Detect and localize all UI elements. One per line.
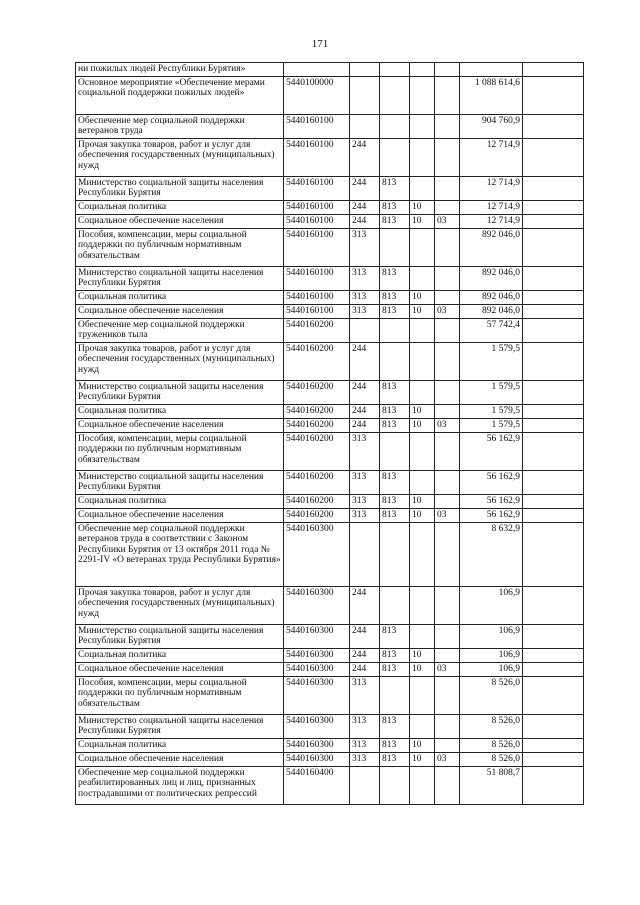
cell-subsection — [435, 228, 460, 266]
table-row — [76, 738, 584, 752]
cell-target-article: 5440160200 — [284, 404, 350, 418]
cell-subsection — [435, 380, 460, 404]
cell-amount: 106,9 — [460, 586, 523, 624]
cell-expense-type: 313 — [350, 494, 380, 508]
cell-empty — [523, 266, 584, 290]
cell-expense-type: 244 — [350, 380, 380, 404]
cell-budget-manager: 813 — [380, 380, 410, 404]
table-row — [76, 624, 584, 648]
cell-budget-manager — [380, 63, 410, 77]
cell-name: Социальная политика — [76, 404, 284, 418]
cell-expense-type: 244 — [350, 200, 380, 214]
cell-empty — [523, 380, 584, 404]
cell-subsection — [435, 676, 460, 714]
cell-name: Основное мероприятие «Обеспечение мерами социальной поддержки пожилых людей» — [76, 76, 284, 114]
cell-name: Министерство социальной защиты населения Республики Бурятия — [76, 380, 284, 404]
cell-expense-type: 313 — [350, 432, 380, 470]
cell-subsection — [435, 494, 460, 508]
cell-subsection: 03 — [435, 662, 460, 676]
cell-expense-type — [350, 63, 380, 77]
cell-expense-type: 244 — [350, 662, 380, 676]
cell-budget-manager — [380, 76, 410, 114]
cell-empty — [523, 508, 584, 522]
cell-empty — [523, 200, 584, 214]
cell-section: 10 — [410, 648, 435, 662]
cell-subsection — [435, 738, 460, 752]
cell-name: Социальная политика — [76, 648, 284, 662]
cell-amount: 8 526,0 — [460, 676, 523, 714]
cell-amount: 1 579,5 — [460, 380, 523, 404]
cell-name: Обеспечение мер социальной поддержки ветеранов труда в соответствии с Законом Республики Бурятия от 13 октября 2011 года № 2291-IV «О ветеранах труда Республики Бурятия» — [76, 522, 284, 586]
cell-amount: 56 162,9 — [460, 470, 523, 494]
cell-name: ни пожилых людей Республики Бурятия» — [76, 63, 284, 77]
cell-empty — [523, 522, 584, 586]
cell-target-article: 5440160100 — [284, 176, 350, 200]
cell-target-article: 5440160300 — [284, 586, 350, 624]
cell-subsection — [435, 766, 460, 804]
cell-amount: 1 088 614,6 — [460, 76, 523, 114]
cell-target-article: 5440160300 — [284, 662, 350, 676]
cell-expense-type: 244 — [350, 418, 380, 432]
cell-amount: 12 714,9 — [460, 138, 523, 176]
cell-amount: 8 526,0 — [460, 752, 523, 766]
cell-name: Социальная политика — [76, 494, 284, 508]
cell-name: Обеспечение мер социальной поддержки тружеников тыла — [76, 318, 284, 342]
cell-empty — [523, 176, 584, 200]
table-row — [76, 380, 584, 404]
cell-name: Социальное обеспечение населения — [76, 418, 284, 432]
cell-section — [410, 318, 435, 342]
cell-section: 10 — [410, 662, 435, 676]
cell-budget-manager — [380, 114, 410, 138]
table-row — [76, 404, 584, 418]
cell-target-article: 5440160200 — [284, 508, 350, 522]
cell-subsection — [435, 342, 460, 380]
table-row — [76, 304, 584, 318]
cell-expense-type — [350, 76, 380, 114]
cell-expense-type: 313 — [350, 508, 380, 522]
cell-amount: 892 046,0 — [460, 228, 523, 266]
cell-budget-manager: 813 — [380, 290, 410, 304]
table-row — [76, 662, 584, 676]
cell-name: Пособия, компенсации, меры социальной поддержки по публичным нормативным обязательствам — [76, 676, 284, 714]
table-row — [76, 648, 584, 662]
cell-target-article: 5440160200 — [284, 380, 350, 404]
cell-name: Прочая закупка товаров, работ и услуг для обеспечения государственных (муниципальных) нужд — [76, 342, 284, 380]
cell-expense-type: 313 — [350, 304, 380, 318]
cell-expense-type: 313 — [350, 752, 380, 766]
table-row — [76, 290, 584, 304]
cell-target-article: 5440160100 — [284, 228, 350, 266]
cell-target-article: 5440160100 — [284, 304, 350, 318]
cell-amount: 106,9 — [460, 648, 523, 662]
cell-name: Социальная политика — [76, 200, 284, 214]
cell-name: Пособия, компенсации, меры социальной поддержки по публичным нормативным обязательствам — [76, 228, 284, 266]
cell-name: Обеспечение мер социальной поддержки реабилитированных лиц и лиц, признанных пострадавшими от политических репрессий — [76, 766, 284, 804]
cell-subsection — [435, 76, 460, 114]
table-row — [76, 766, 584, 804]
cell-amount: 56 162,9 — [460, 508, 523, 522]
cell-expense-type — [350, 318, 380, 342]
cell-name: Социальное обеспечение населения — [76, 304, 284, 318]
cell-section — [410, 380, 435, 404]
table-row — [76, 266, 584, 290]
cell-target-article: 5440160300 — [284, 522, 350, 586]
cell-amount: 8 526,0 — [460, 738, 523, 752]
cell-expense-type: 244 — [350, 176, 380, 200]
table-row — [76, 494, 584, 508]
cell-section — [410, 522, 435, 586]
cell-expense-type: 244 — [350, 586, 380, 624]
cell-subsection: 03 — [435, 214, 460, 228]
cell-amount: 8 526,0 — [460, 714, 523, 738]
cell-name: Прочая закупка товаров, работ и услуг для обеспечения государственных (муниципальных) нужд — [76, 586, 284, 624]
cell-subsection — [435, 266, 460, 290]
cell-section: 10 — [410, 418, 435, 432]
cell-budget-manager: 813 — [380, 304, 410, 318]
cell-empty — [523, 676, 584, 714]
cell-expense-type: 244 — [350, 138, 380, 176]
cell-target-article: 5440160300 — [284, 714, 350, 738]
cell-expense-type — [350, 766, 380, 804]
cell-name: Социальное обеспечение населения — [76, 214, 284, 228]
table-row — [76, 214, 584, 228]
cell-empty — [523, 76, 584, 114]
cell-amount: 904 760,9 — [460, 114, 523, 138]
cell-subsection — [435, 318, 460, 342]
cell-subsection — [435, 648, 460, 662]
cell-amount: 12 714,9 — [460, 200, 523, 214]
cell-section — [410, 624, 435, 648]
cell-name: Министерство социальной защиты населения Республики Бурятия — [76, 266, 284, 290]
cell-expense-type: 313 — [350, 470, 380, 494]
cell-target-article: 5440160100 — [284, 290, 350, 304]
cell-name: Пособия, компенсации, меры социальной поддержки по публичным нормативным обязательствам — [76, 432, 284, 470]
cell-empty — [523, 404, 584, 418]
table-row — [76, 228, 584, 266]
cell-target-article — [284, 63, 350, 77]
table-row — [76, 318, 584, 342]
cell-budget-manager: 813 — [380, 200, 410, 214]
cell-subsection — [435, 586, 460, 624]
cell-name: Министерство социальной защиты населения Республики Бурятия — [76, 624, 284, 648]
cell-expense-type: 313 — [350, 266, 380, 290]
cell-target-article: 5440160300 — [284, 676, 350, 714]
cell-empty — [523, 342, 584, 380]
cell-amount: 892 046,0 — [460, 304, 523, 318]
cell-expense-type: 313 — [350, 738, 380, 752]
cell-empty — [523, 494, 584, 508]
cell-empty — [523, 228, 584, 266]
cell-empty — [523, 766, 584, 804]
table-row — [76, 342, 584, 380]
cell-section: 10 — [410, 508, 435, 522]
table-row — [76, 470, 584, 494]
cell-section: 10 — [410, 200, 435, 214]
table-row — [76, 508, 584, 522]
cell-name: Социальное обеспечение населения — [76, 662, 284, 676]
cell-empty — [523, 648, 584, 662]
cell-amount: 12 714,9 — [460, 176, 523, 200]
cell-section — [410, 714, 435, 738]
cell-budget-manager: 813 — [380, 738, 410, 752]
cell-amount: 106,9 — [460, 662, 523, 676]
cell-target-article: 5440160300 — [284, 648, 350, 662]
cell-name: Социальная политика — [76, 738, 284, 752]
cell-subsection — [435, 114, 460, 138]
cell-empty — [523, 214, 584, 228]
cell-section — [410, 766, 435, 804]
cell-subsection — [435, 176, 460, 200]
cell-section — [410, 342, 435, 380]
cell-section: 10 — [410, 304, 435, 318]
cell-subsection — [435, 200, 460, 214]
cell-section — [410, 676, 435, 714]
cell-subsection: 03 — [435, 418, 460, 432]
cell-budget-manager: 813 — [380, 714, 410, 738]
cell-section — [410, 176, 435, 200]
cell-expense-type: 244 — [350, 404, 380, 418]
cell-empty — [523, 752, 584, 766]
cell-empty — [523, 290, 584, 304]
cell-budget-manager — [380, 342, 410, 380]
cell-amount: 12 714,9 — [460, 214, 523, 228]
cell-name: Социальная политика — [76, 290, 284, 304]
table-row — [76, 200, 584, 214]
cell-subsection — [435, 63, 460, 77]
cell-amount: 106,9 — [460, 624, 523, 648]
cell-target-article: 5440160300 — [284, 738, 350, 752]
table-row — [76, 676, 584, 714]
table-row — [76, 63, 584, 77]
cell-amount: 1 579,5 — [460, 342, 523, 380]
cell-expense-type: 313 — [350, 676, 380, 714]
cell-empty — [523, 304, 584, 318]
cell-target-article: 5440160200 — [284, 494, 350, 508]
table-row — [76, 522, 584, 586]
cell-target-article: 5440160100 — [284, 138, 350, 176]
cell-target-article: 5440160200 — [284, 342, 350, 380]
cell-subsection — [435, 624, 460, 648]
cell-section: 10 — [410, 752, 435, 766]
cell-empty — [523, 114, 584, 138]
cell-amount: 57 742,4 — [460, 318, 523, 342]
cell-name: Прочая закупка товаров, работ и услуг для обеспечения государственных (муниципальных) нужд — [76, 138, 284, 176]
cell-subsection — [435, 138, 460, 176]
cell-expense-type: 244 — [350, 214, 380, 228]
cell-empty — [523, 624, 584, 648]
cell-empty — [523, 418, 584, 432]
budget-table-body — [76, 63, 584, 805]
cell-target-article: 5440160100 — [284, 214, 350, 228]
cell-section: 10 — [410, 290, 435, 304]
cell-target-article: 5440160100 — [284, 114, 350, 138]
cell-budget-manager: 813 — [380, 470, 410, 494]
cell-budget-manager: 813 — [380, 494, 410, 508]
cell-section — [410, 432, 435, 470]
cell-budget-manager — [380, 432, 410, 470]
cell-section — [410, 76, 435, 114]
cell-budget-manager — [380, 766, 410, 804]
cell-budget-manager — [380, 586, 410, 624]
cell-amount: 51 808,7 — [460, 766, 523, 804]
cell-subsection — [435, 470, 460, 494]
cell-budget-manager: 813 — [380, 214, 410, 228]
cell-budget-manager: 813 — [380, 662, 410, 676]
cell-budget-manager — [380, 676, 410, 714]
table-row — [76, 418, 584, 432]
cell-name: Социальное обеспечение населения — [76, 752, 284, 766]
table-row — [76, 752, 584, 766]
cell-budget-manager: 813 — [380, 508, 410, 522]
cell-amount: 1 579,5 — [460, 418, 523, 432]
cell-expense-type — [350, 522, 380, 586]
cell-empty — [523, 138, 584, 176]
cell-expense-type: 313 — [350, 290, 380, 304]
cell-name: Министерство социальной защиты населения Республики Бурятия — [76, 470, 284, 494]
cell-budget-manager: 813 — [380, 418, 410, 432]
cell-budget-manager — [380, 318, 410, 342]
cell-target-article: 5440160200 — [284, 432, 350, 470]
cell-name: Министерство социальной защиты населения Республики Бурятия — [76, 714, 284, 738]
cell-budget-manager: 813 — [380, 404, 410, 418]
cell-section — [410, 470, 435, 494]
cell-budget-manager: 813 — [380, 176, 410, 200]
cell-budget-manager: 813 — [380, 648, 410, 662]
table-row — [76, 176, 584, 200]
cell-amount — [460, 63, 523, 77]
cell-target-article: 5440160200 — [284, 418, 350, 432]
cell-empty — [523, 318, 584, 342]
cell-section: 10 — [410, 494, 435, 508]
cell-amount: 892 046,0 — [460, 266, 523, 290]
cell-empty — [523, 714, 584, 738]
cell-target-article: 5440160100 — [284, 266, 350, 290]
cell-expense-type: 313 — [350, 714, 380, 738]
cell-subsection: 03 — [435, 752, 460, 766]
budget-table — [75, 62, 584, 805]
cell-empty — [523, 432, 584, 470]
cell-subsection — [435, 404, 460, 418]
cell-target-article: 5440160300 — [284, 624, 350, 648]
table-row — [76, 138, 584, 176]
cell-budget-manager: 813 — [380, 752, 410, 766]
table-row — [76, 76, 584, 114]
cell-amount: 56 162,9 — [460, 432, 523, 470]
cell-target-article: 5440100000 — [284, 76, 350, 114]
cell-empty — [523, 662, 584, 676]
table-row — [76, 586, 584, 624]
cell-expense-type: 313 — [350, 228, 380, 266]
cell-budget-manager: 813 — [380, 266, 410, 290]
page-number: 171 — [311, 38, 329, 50]
cell-amount: 1 579,5 — [460, 404, 523, 418]
cell-expense-type: 244 — [350, 342, 380, 380]
cell-amount: 56 162,9 — [460, 494, 523, 508]
cell-subsection — [435, 714, 460, 738]
cell-section: 10 — [410, 738, 435, 752]
cell-name: Социальное обеспечение населения — [76, 508, 284, 522]
cell-empty — [523, 470, 584, 494]
cell-budget-manager — [380, 138, 410, 176]
cell-target-article: 5440160300 — [284, 752, 350, 766]
cell-name: Обеспечение мер социальной поддержки ветеранов труда — [76, 114, 284, 138]
cell-section: 10 — [410, 404, 435, 418]
cell-section — [410, 63, 435, 77]
cell-section — [410, 228, 435, 266]
cell-expense-type: 244 — [350, 624, 380, 648]
cell-amount: 8 632,9 — [460, 522, 523, 586]
cell-expense-type: 244 — [350, 648, 380, 662]
cell-subsection — [435, 522, 460, 586]
cell-subsection — [435, 290, 460, 304]
cell-target-article: 5440160200 — [284, 318, 350, 342]
cell-budget-manager: 813 — [380, 624, 410, 648]
cell-budget-manager — [380, 228, 410, 266]
cell-empty — [523, 63, 584, 77]
cell-name: Министерство социальной защиты населения Республики Бурятия — [76, 176, 284, 200]
cell-expense-type — [350, 114, 380, 138]
cell-section — [410, 114, 435, 138]
cell-budget-manager — [380, 522, 410, 586]
cell-subsection: 03 — [435, 304, 460, 318]
table-row — [76, 714, 584, 738]
cell-subsection: 03 — [435, 508, 460, 522]
table-row — [76, 114, 584, 138]
cell-section — [410, 586, 435, 624]
cell-empty — [523, 738, 584, 752]
cell-target-article: 5440160200 — [284, 470, 350, 494]
cell-subsection — [435, 432, 460, 470]
cell-section — [410, 266, 435, 290]
cell-target-article: 5440160400 — [284, 766, 350, 804]
cell-section — [410, 138, 435, 176]
cell-target-article: 5440160100 — [284, 200, 350, 214]
cell-section: 10 — [410, 214, 435, 228]
cell-amount: 892 046,0 — [460, 290, 523, 304]
cell-empty — [523, 586, 584, 624]
table-row — [76, 432, 584, 470]
